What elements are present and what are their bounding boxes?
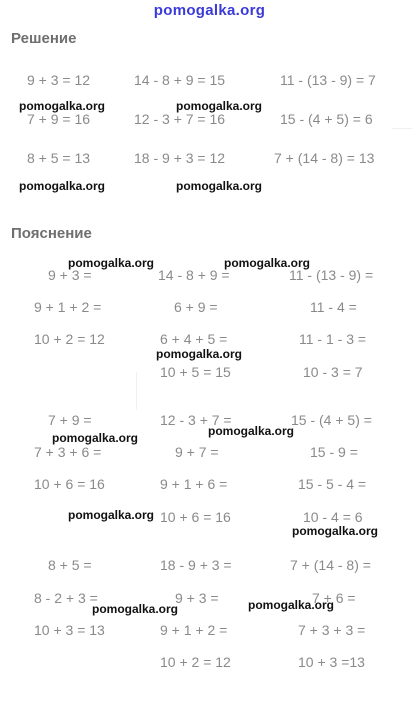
watermark: pomogalka.org [92, 602, 179, 616]
explanation-step: 10 + 3 = 13 [34, 622, 105, 638]
site-title[interactable]: pomogalka.org [153, 2, 266, 19]
explanation-step: 10 + 2 = 12 [34, 331, 105, 347]
explanation-step: 7 + 6 = [312, 590, 356, 606]
explanation-step: 9 + 3 = [48, 267, 92, 283]
explanation-step: 9 + 1 + 6 = [160, 476, 228, 492]
watermark: pomogalka.org [156, 347, 243, 361]
explanation-step: 7 + 9 = [48, 412, 92, 428]
explanation-step: 12 - 3 + 7 = [160, 412, 232, 428]
explanation-step: 9 + 3 = [175, 590, 219, 606]
solution-equation: 11 - (13 - 9) = 7 [280, 72, 376, 88]
solution-equation: 8 + 5 = 13 [27, 150, 91, 166]
explanation-step: 10 + 6 = 16 [160, 509, 231, 525]
solution-equation: 18 - 9 + 3 = 12 [134, 150, 226, 166]
explanation-step: 14 - 8 + 9 = [158, 267, 230, 283]
watermark: pomogalka.org [68, 256, 155, 270]
watermark: pomogalka.org [19, 179, 106, 193]
watermark: pomogalka.org [224, 256, 311, 270]
solution-equation: 12 - 3 + 7 = 16 [134, 111, 226, 127]
explanation-step: 18 - 9 + 3 = [160, 557, 232, 573]
explanation-step: 7 + 3 + 6 = [34, 444, 102, 460]
explanation-heading: Пояснение [11, 225, 92, 242]
explanation-step: 9 + 7 = [175, 444, 219, 460]
solution-equation: 15 - (4 + 5) = 6 [280, 111, 373, 127]
solution-equation: 9 + 3 = 12 [27, 72, 91, 88]
explanation-step: 7 + 3 + 3 = [298, 622, 366, 638]
watermark: pomogalka.org [176, 99, 263, 113]
explanation-step: 9 + 1 + 2 = [34, 299, 102, 315]
explanation-step: 10 + 5 = 15 [160, 364, 231, 380]
watermark: pomogalka.org [292, 524, 379, 538]
explanation-step: 10 + 6 = 16 [34, 476, 105, 492]
explanation-step: 11 - (13 - 9) = [289, 267, 374, 283]
watermark: pomogalka.org [19, 99, 106, 113]
solution-heading: Решение [11, 30, 77, 47]
explanation-step: 6 + 4 + 5 = [160, 331, 228, 347]
explanation-step: 10 + 2 = 12 [160, 654, 231, 670]
explanation-step: 15 - 5 - 4 = [298, 476, 367, 492]
explanation-step: 6 + 9 = [174, 299, 218, 315]
solution-equation: 7 + 9 = 16 [27, 111, 91, 127]
scan-artifact [136, 372, 137, 410]
watermark: pomogalka.org [176, 179, 263, 193]
watermark: pomogalka.org [52, 431, 139, 445]
explanation-step: 8 - 2 + 3 = [34, 590, 98, 606]
watermark: pomogalka.org [68, 508, 155, 522]
explanation-step: 10 - 4 = 6 [303, 509, 363, 525]
scan-artifact [392, 128, 412, 129]
explanation-step: 11 - 1 - 3 = [299, 331, 367, 347]
explanation-step: 8 + 5 = [48, 557, 92, 573]
explanation-step: 15 - 9 = [310, 444, 358, 460]
explanation-step: 10 - 3 = 7 [303, 364, 363, 380]
watermark: pomogalka.org [208, 424, 295, 438]
solution-equation: 7 + (14 - 8) = 13 [274, 150, 375, 166]
explanation-step: 7 + (14 - 8) = [290, 557, 371, 573]
solution-equation: 14 - 8 + 9 = 15 [134, 72, 226, 88]
explanation-step: 11 - 4 = [310, 299, 357, 315]
explanation-step: 10 + 3 =13 [298, 654, 365, 670]
watermark: pomogalka.org [248, 598, 335, 612]
explanation-step: 9 + 1 + 2 = [160, 622, 228, 638]
explanation-step: 15 - (4 + 5) = [291, 412, 372, 428]
